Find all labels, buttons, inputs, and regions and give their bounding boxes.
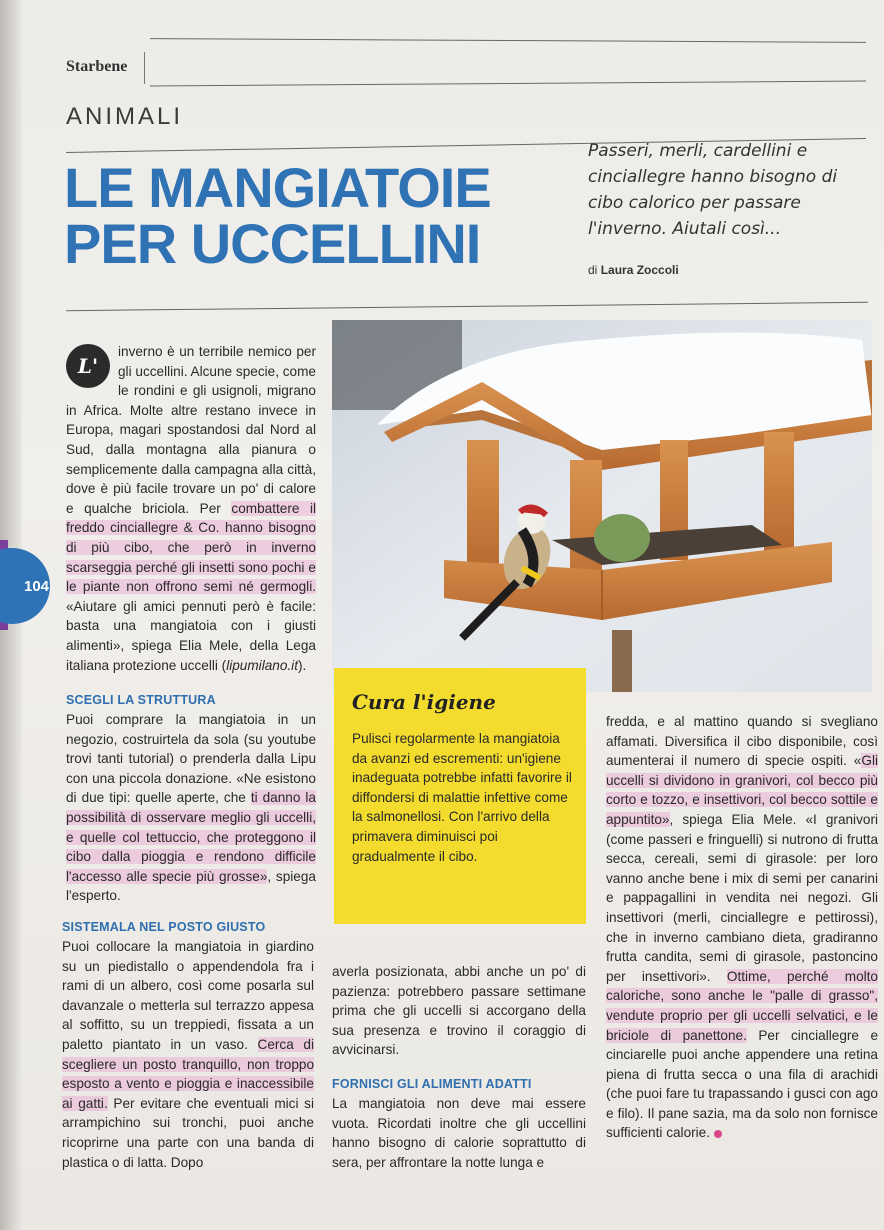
section2-paragraph — [62, 937, 314, 1172]
column3-paragraph — [606, 712, 878, 1143]
hygiene-box-title: Cura l'igiene — [352, 690, 496, 714]
brand-name: Starbene — [66, 58, 128, 75]
column2-text: averla posizionata, abbi anche un po' di pazienza: potrebbero passare settimane prima che gli uccelli si accorgano della sua presenza e trovino il coraggio di avvicinarsi. — [332, 964, 586, 1058]
byline-author: Laura Zoccoli — [600, 263, 679, 277]
section1-paragraph — [66, 710, 316, 906]
header-rule — [150, 81, 866, 87]
article-title — [64, 156, 491, 275]
column3-text: fredda, e al mattino quando si svegliano affamati. Diversifica il cibo disponibile, così aumenterai il numero di specie ospiti. « — [606, 714, 878, 769]
column3-text-mid: , spiega Elia Mele. «I granivori (come passeri e fringuelli) si nutrono di frutta secca, cereali, semi di girasole: per loro vanno anche bene i mix di semi per canarini e pappagallini in vendita nei negozi. Gli insettivori (merli, cinciallegre e pettirossi), che in inverno cambiano dieta, gradiranno frutta candita, semi di girasole, pastoncino per insettivori». — [606, 811, 878, 984]
heading-fornisci-alimenti: FORNISCI GLI ALIMENTI ADATTI — [332, 1077, 532, 1091]
section1-text-end: , spiega l'esperto. — [66, 868, 316, 904]
heading-scegli-struttura: SCEGLI LA STRUTTURA — [66, 693, 216, 707]
end-mark-icon — [714, 1130, 722, 1138]
top-rule — [150, 38, 866, 43]
heading-sistemala: SISTEMALA NEL POSTO GIUSTO — [62, 920, 266, 934]
article-subtitle: Passeri, merli, cardellini e cinciallegre hanno bisogno di cibo calorico per passare l'inverno. Aiutali così... — [588, 141, 838, 239]
column3-highlight-2: Ottime, perché molto caloriche, sono anche le "palle di grasso", vendute proprio per gli uccelli selvatici, e le briciole di panettone. — [606, 968, 878, 1043]
bird-feeder-photo — [332, 320, 872, 692]
page-number: 104 — [24, 578, 50, 595]
intro-paragraph — [66, 342, 316, 675]
section1-highlight: ti danno la possibilità di osservare meglio gli uccelli, e quelle col tettuccio, che proteggono il cibo dalla pioggia e rendono difficile l'accesso alle specie più grosse» — [66, 790, 316, 884]
intro-text-continued: «Aiutare gli amici pennuti però è facile: basta una mangiatoia con i giusti alimenti», spiega Elia Mele, della Lega italiana protezione uccelli ( — [66, 598, 316, 673]
intro-text: inverno è un terribile nemico per gli uccellini. Alcune specie, come le rondini e gli usignoli, migrano in Africa. Molte altre restano invece in Europa, magari spostandosi dal Nord al Sud, dalla montagna alla pianura o semplicemente dalla campagna alla città, dove è più facile trovare un po' di calore e qualche briciola. Per — [66, 344, 316, 516]
byline-rule — [66, 302, 868, 311]
byline-prefix: di — [588, 263, 598, 277]
section3-text: La mangiatoia non deve mai essere vuota. Ricordati inoltre che gli uccellini hanno bisogno di calorie soprattutto di sera, per affrontare la notte lunga e — [332, 1096, 586, 1170]
title-line-1: LE MANGIATOIE — [64, 156, 491, 219]
section2-highlight: Cerca di scegliere un posto tranquillo, non troppo esposto a vento e pioggia e inaccessibile ai gatti. — [62, 1036, 315, 1111]
bird-feeder-illustration — [332, 320, 872, 692]
brand-divider — [144, 52, 145, 84]
intro-text-end: ). — [297, 657, 307, 673]
byline — [588, 263, 679, 277]
lipu-link[interactable]: lipumilano.it — [226, 657, 298, 673]
section2-text-end: Per evitare che eventuali mici si arrampichino sui tronchi, puoi anche ricoprirne una parte con una banda di plastica o di latta. Dopo — [62, 1095, 314, 1170]
column3-highlight: Gli uccelli si dividono in granivori, col becco più corto e tozzo, e insettivori, col becco sottile e appuntito» — [606, 753, 878, 827]
column3-text-end: Per cinciallegre e cinciarelle puoi anche appendere una retina piena di frutta secca o una fila di arachidi (che puoi fare tu trapassando i gusci con ago e filo). Il pane sazia, ma da solo non fornisce sufficienti calorie. — [606, 1027, 879, 1141]
section2-text: Puoi collocare la mangiatoia in giardino su un piedistallo o appendendola fra i rami di un albero, così come posarla sul davanzale o metterla sul terrazzo appesa al soffitto, su un treppiedi, fissata a un paletto piantato in un vaso. — [62, 939, 314, 1052]
column2-paragraph — [332, 962, 586, 1060]
section1-text: Puoi comprare la mangiatoia in un negozio, costruirtela da sola (su youtube trovi tanti tutorial) o prenderla dalla Lipu con una piccola donazione. «Ne esistono di due tipi: quelle aperte, che — [66, 712, 316, 806]
section-label: ANIMALI — [66, 103, 184, 130]
title-line-2: PER UCCELLINI — [64, 212, 481, 275]
dropcap: L' — [66, 344, 110, 388]
section3-paragraph — [332, 1094, 586, 1172]
intro-highlight: combattere il freddo cinciallegre & Co. hanno bisogno di più cibo, che però in inverno scarseggia perché gli insetti sono pochi e le piante non offrono semi né germogli. — [66, 500, 317, 595]
hygiene-box-text: Pulisci regolarmente la mangiatoia da avanzi ed escrementi: un'igiene inadeguata potrebbe infatti favorire il diffondersi di malattie infettive come la salmonellosi. Con l'arrivo della primavera diminuisci poi gradualmente il cibo. — [352, 731, 572, 864]
